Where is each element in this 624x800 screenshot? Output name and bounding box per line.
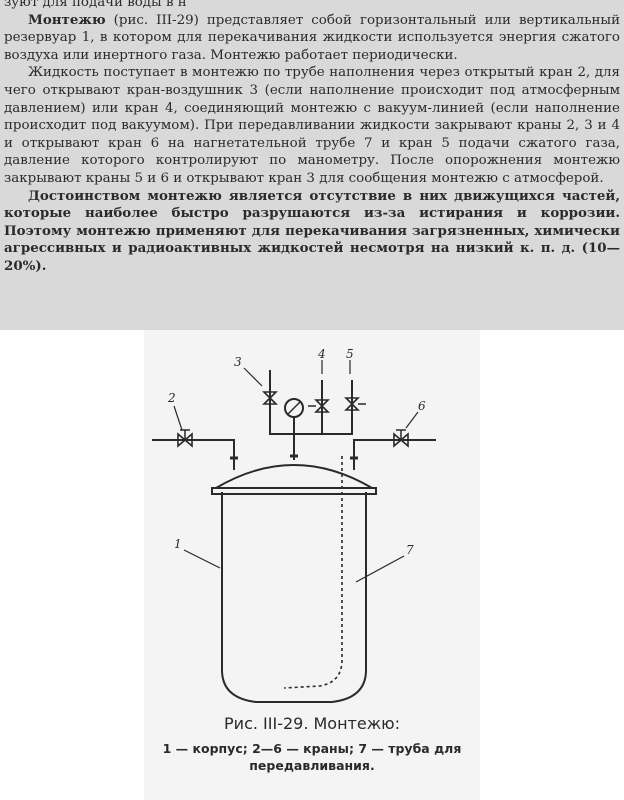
label-1: 1: [174, 537, 182, 551]
inlet-pipe: [152, 440, 234, 470]
term-montejus: Монтежю: [28, 11, 106, 28]
paragraph-1-body: (рис. III-29) представляет собой горизонтальный или вертикальный резервуар 1, в котором для перекачивания жидкости используется энергия сжатого воздуха или инертного газа. Монтежю работает периодически.: [4, 12, 620, 63]
vessel-body: [222, 492, 366, 702]
cut-line: зуют для подачи воды в н: [4, 0, 187, 10]
figure: [144, 330, 480, 800]
paragraph-1: [4, 12, 620, 65]
label-6: 6: [418, 399, 426, 413]
paragraph-3: Достоинством монтежю является отсутствие в них движущихся частей, которые наиболее быстро разрушаются из-за истирания и коррозии. Поэтому монтежю применяют для перекачивания загрязненных, химически агрессивных и радиоактивных жидкостей несмотря на низкий к. п. д. (10—20%).: [4, 187, 620, 274]
paragraph-2: Жидкость поступает в монтежю по трубе наполнения через открытый кран 2, для чего открывают кран-воздушник 3 (если наполнение происходит под атмосферным давлением) или кран 4, соединяющий монтежю с вакуум-линией (если наполнение происходит под вакуумом). При передавливании жидкости закрывают краны 2, 3 и 4 и открывают кран 6 на нагнетательной трубе 7 и кран 5 подачи сжатого газа, давление которого контролируют по манометру. После опорожнения монтежю закрывают краны 5 и 6 и открывают кран 3 для сообщения монтежю с атмосферой.: [4, 65, 620, 186]
top-manifold: [270, 370, 352, 460]
text-block: [0, 0, 620, 276]
pipe-7: [284, 456, 342, 688]
label-7: 7: [406, 543, 414, 557]
label-5: 5: [346, 347, 354, 361]
label-4: 4: [318, 347, 326, 361]
figure-caption-legend: 1 — корпус; 2—6 — краны; 7 — труба для передавливания.: [162, 741, 462, 773]
label-2: 2: [168, 391, 176, 405]
vessel-lid: [216, 465, 372, 488]
figure-caption-title: Рис. III-29. Монтежю:: [224, 714, 400, 733]
text-page: [0, 0, 624, 330]
label-3: 3: [234, 355, 242, 369]
vessel-flange: [212, 488, 376, 494]
